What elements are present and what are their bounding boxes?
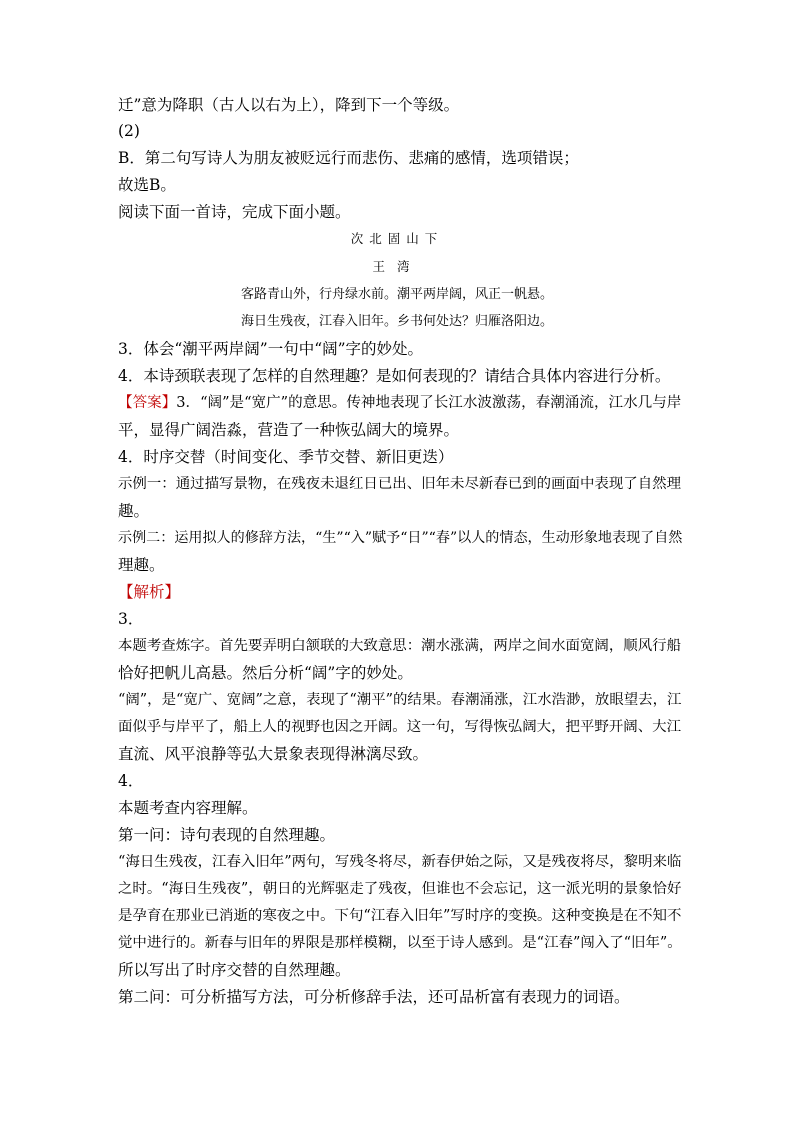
question-number: (2) xyxy=(118,122,140,140)
text-line: 趣。 xyxy=(118,502,150,520)
poem-title: 次北固山下 xyxy=(350,231,444,246)
analysis-tag: 【解析】 xyxy=(118,583,181,601)
answer-line xyxy=(118,393,681,413)
text-line: 平，显得广阔浩淼，营造了一种恢弘阔大的境界。 xyxy=(118,421,460,439)
text-line: 恰好把帆儿高悬。然后分析“阔”字的妙处。 xyxy=(118,664,413,682)
text-line: 迁”意为降职（古人以右为上），降到下一个等级。 xyxy=(118,96,460,114)
text-line: “阔”，是“宽广、宽阔”之意，表现了“潮平”的结果。春潮涌涨，江水浩渺，放眼望去，江 xyxy=(118,692,682,708)
poem-line: 客路青山外，行舟绿水前。潮平两岸阔，风正一帆悬。 xyxy=(240,287,553,302)
instruction-line: 阅读下面一首诗，完成下面小题。 xyxy=(118,203,351,221)
text-line: 第一问：诗句表现的自然理趣。 xyxy=(118,826,336,844)
question-4: 4．本诗颈联表现了怎样的自然理趣？是如何表现的？请结合具体内容进行分析。 xyxy=(118,367,671,385)
text-line: 之时。“海日生残夜”，朝日的光辉驱走了残夜，但谁也不会忘记，这一派光明的景象恰好 xyxy=(118,881,682,897)
text-line: 第二问：可分析描写方法，可分析修辞手法，还可品析富有表现力的词语。 xyxy=(118,988,630,1006)
text-line: 理趣。 xyxy=(118,556,165,574)
text-line: B．第二句写诗人为朋友被贬远行而悲伤、悲痛的感情，选项错误； xyxy=(118,149,579,167)
text-line: 本题考查内容理解。 xyxy=(118,799,258,817)
poem-author: 王湾 xyxy=(372,259,422,274)
answer-text: 3．“阔”是“宽广”的意思。传神地表现了长江水波激荡，春潮涌流，江水几与岸 xyxy=(176,394,682,411)
question-3: 3．体会“潮平两岸阔”一句中“阔”字的妙处。 xyxy=(118,340,424,358)
text-line: 本题考查炼字。首先要弄明白颔联的大致意思：潮水涨满，两岸之间水面宽阔，顺风行船 xyxy=(118,638,682,654)
text-line: 所以写出了时序交替的自然理趣。 xyxy=(118,961,351,979)
text-line: 4．时序交替（时间变化、季节交替、新旧更迭） xyxy=(118,448,454,466)
text-line: 觉中进行的。新春与旧年的界限是那样模糊，以至于诗人感到。是“江春”闯入了“旧年”。 xyxy=(118,935,682,951)
text-line: 故选B。 xyxy=(118,176,176,194)
text-line: “海日生残夜，江春入旧年”两句，写残冬将尽，新春伊始之际，又是残夜将尽，黎明来临 xyxy=(118,854,682,870)
text-line: 是孕育在那业已消逝的寒夜之中。下句“江春入旧年”写时序的变换。这种变换是在不知不 xyxy=(118,908,682,924)
text-line: 示例二：运用拟人的修辞方法，“生”“入”赋予“日”“春”以人的情态，生动形象地表现了自然 xyxy=(118,530,683,546)
answer-tag: 【答案】 xyxy=(118,394,177,411)
text-line: 直流、风平浪静等弘大景象表现得淋漓尽致。 xyxy=(118,745,429,763)
text-line: 4． xyxy=(118,772,144,790)
text-line: 面似乎与岸平了，船上人的视野也因之开阔。这一句，写得恢弘阔大，把平野开阔、大江 xyxy=(118,719,682,735)
text-line: 3． xyxy=(118,610,144,628)
poem-line: 海日生残夜，江春入旧年。乡书何处达？归雁洛阳边。 xyxy=(240,314,553,329)
text-line: 示例一：通过描写景物，在残夜未退红日已出、旧年未尽新春已到的画面中表现了自然理 xyxy=(118,476,682,492)
